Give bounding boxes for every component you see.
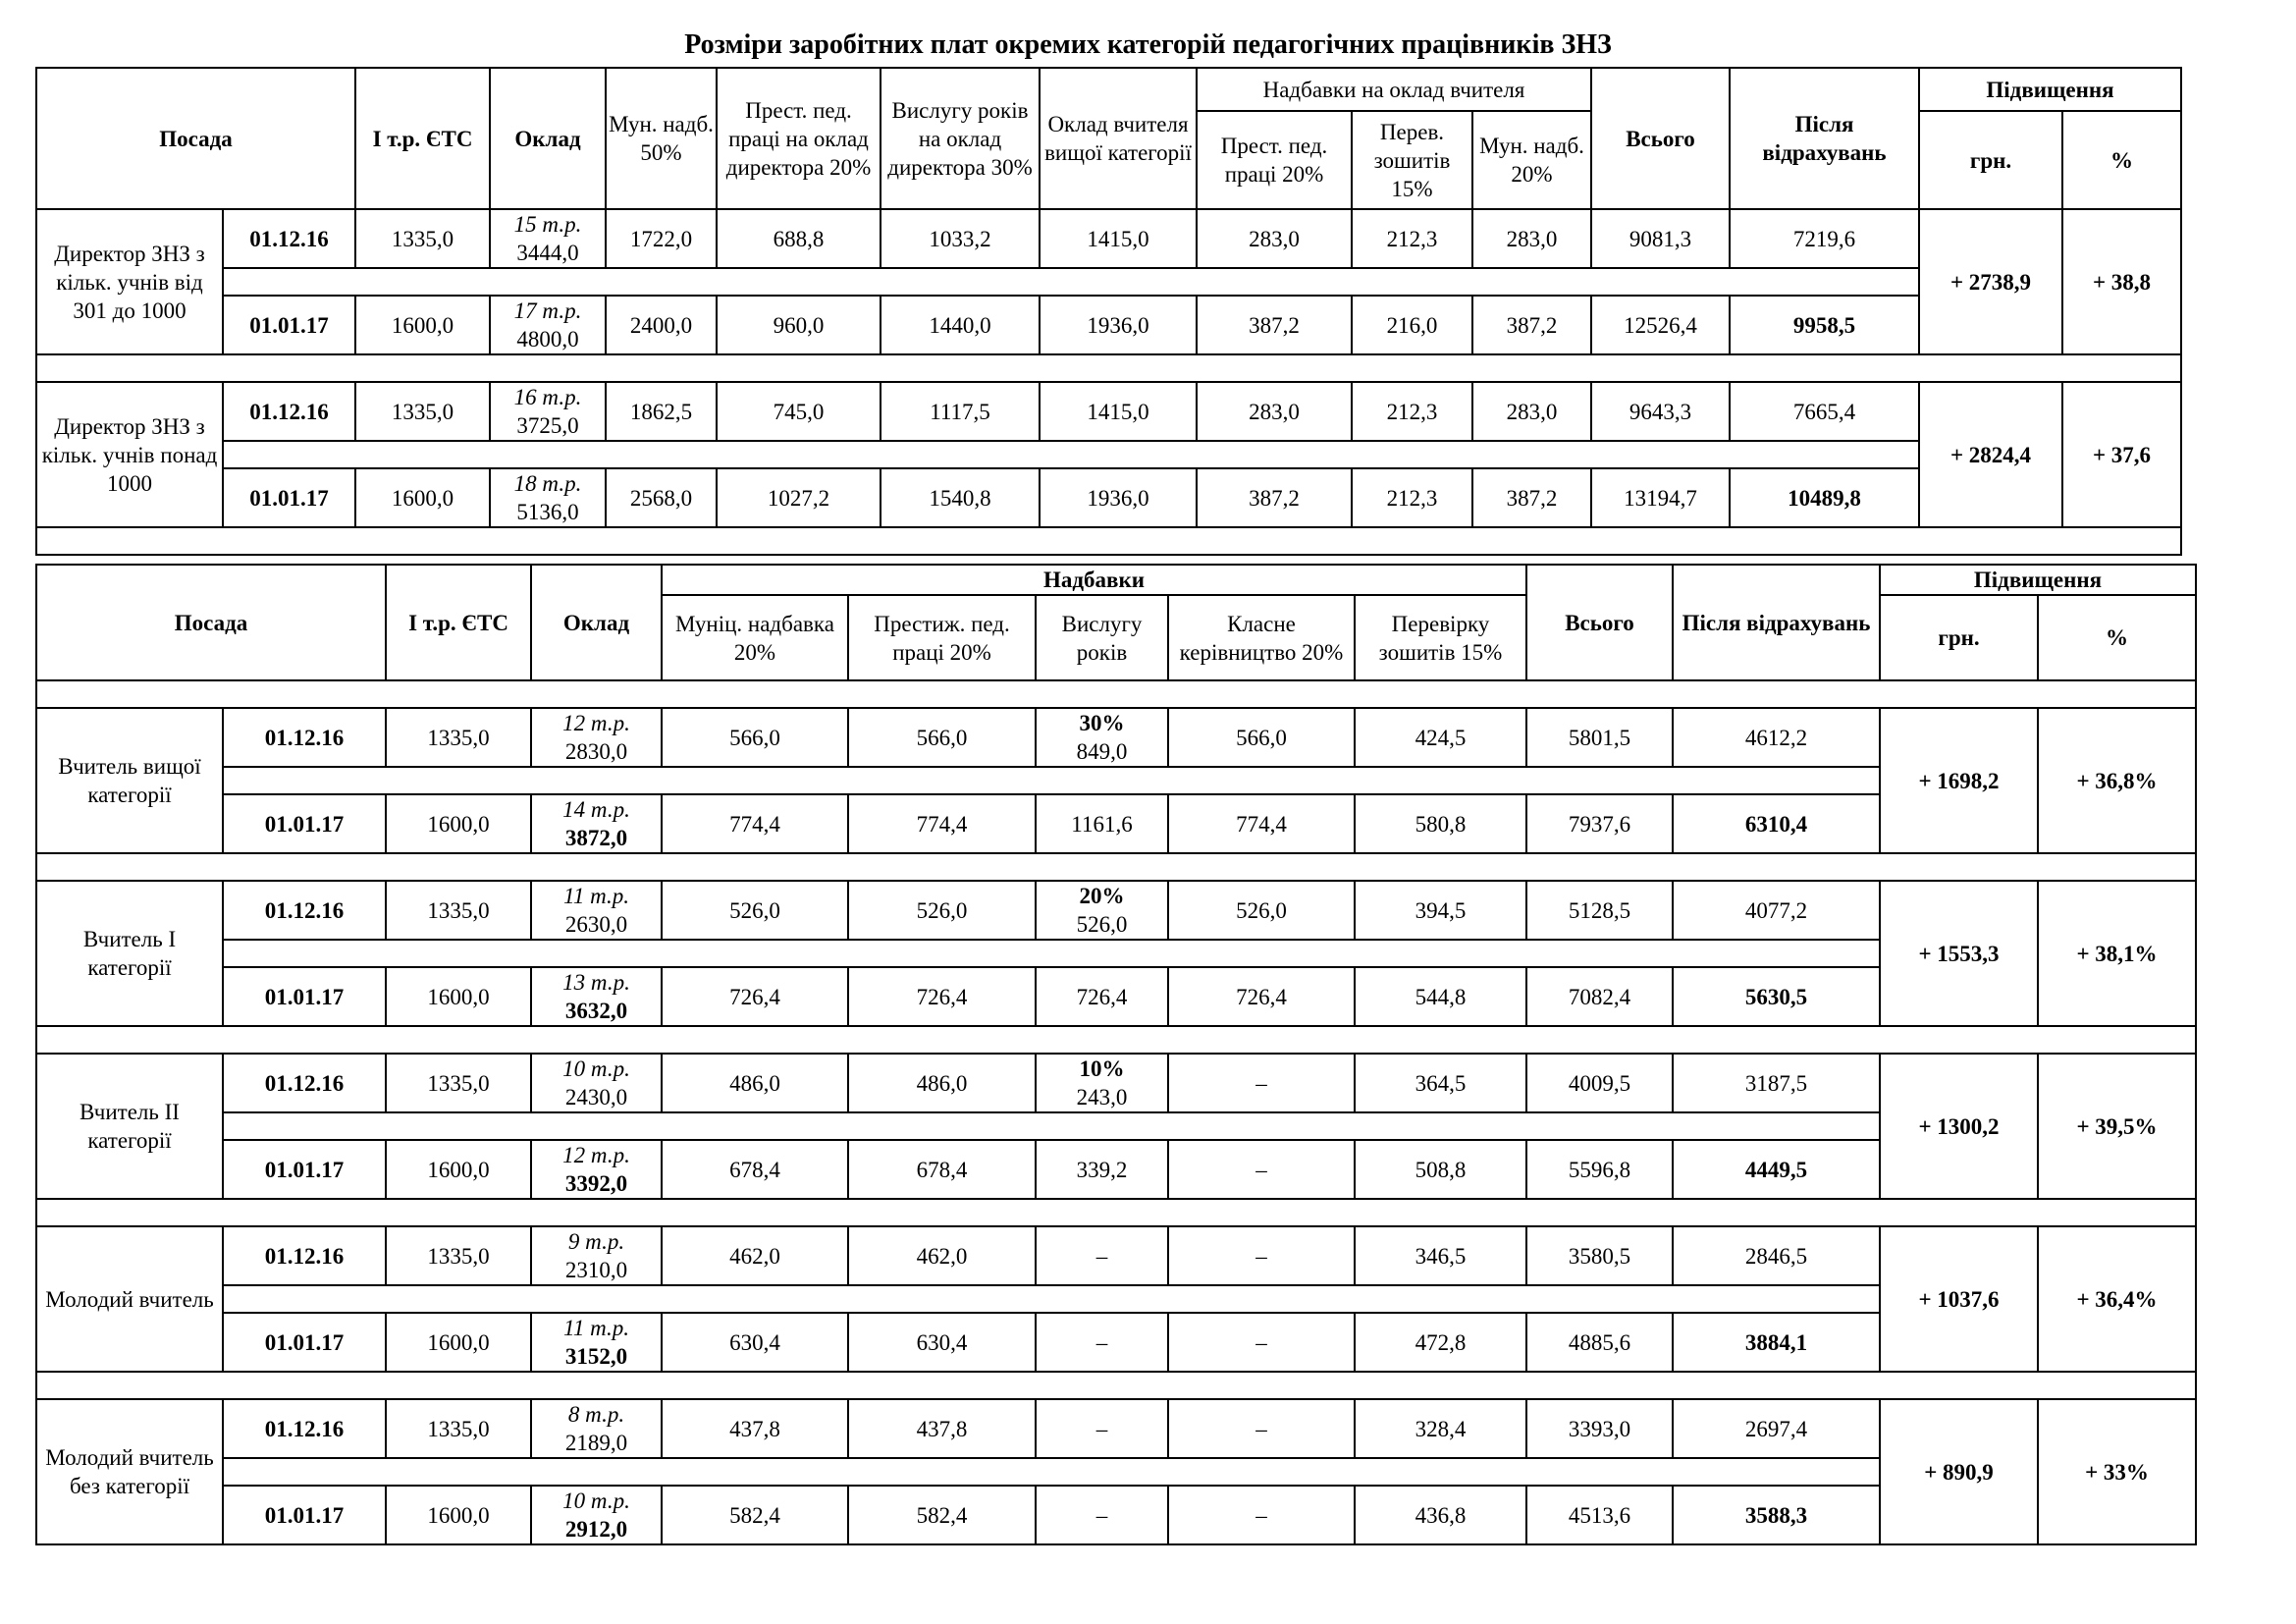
header-prest: Прест. пед. праці на оклад директора 20% bbox=[717, 68, 881, 209]
header-itr-2: І т.р. ЄТС bbox=[386, 565, 531, 680]
increase-grn: + 2738,9 bbox=[1919, 209, 2062, 354]
klasne-cell: – bbox=[1168, 1140, 1355, 1199]
oklad-cell bbox=[531, 1486, 662, 1544]
pislya-cell: 7219,6 bbox=[1730, 209, 1919, 268]
munits-cell: 630,4 bbox=[662, 1313, 848, 1372]
tariff-rank: 10 т.р. bbox=[562, 1056, 630, 1081]
vsogo-cell: 7082,4 bbox=[1526, 967, 1673, 1026]
increase-pct: + 36,4% bbox=[2038, 1226, 2196, 1372]
date-cell: 01.12.16 bbox=[223, 1054, 386, 1112]
header-oklad-vchytelya: Оклад вчителя вищої категорії bbox=[1040, 68, 1197, 209]
pislya-cell: 5630,5 bbox=[1673, 967, 1880, 1026]
table-row bbox=[36, 1486, 2196, 1544]
oklad-cell bbox=[531, 708, 662, 767]
itr-cell: 1600,0 bbox=[386, 1313, 531, 1372]
vyslugu-percent: 30% bbox=[1079, 711, 1125, 735]
vsogo-cell: 13194,7 bbox=[1591, 468, 1730, 527]
spacer-row bbox=[36, 354, 2181, 382]
separator-row bbox=[36, 940, 2196, 967]
table-row bbox=[36, 1226, 2196, 1285]
date-cell: 01.01.17 bbox=[223, 296, 355, 354]
vyslugu-value: – bbox=[1095, 1502, 1108, 1528]
spacer-row bbox=[36, 527, 2181, 555]
oklad-cell bbox=[531, 967, 662, 1026]
munits-cell: 486,0 bbox=[662, 1054, 848, 1112]
tariff-rank: 16 т.р. bbox=[513, 385, 582, 409]
vyslugu-value: 526,0 bbox=[1076, 912, 1128, 937]
position-name: Вчитель вищої категорії bbox=[36, 708, 223, 853]
header-pct-2: % bbox=[2038, 595, 2196, 680]
perevirku-cell: 394,5 bbox=[1355, 881, 1526, 940]
header-oklad-2: Оклад bbox=[531, 565, 662, 680]
prest-cell: 688,8 bbox=[717, 209, 881, 268]
separator-row bbox=[36, 1112, 2196, 1140]
oklad-vch-cell: 1936,0 bbox=[1040, 296, 1197, 354]
klasne-cell: – bbox=[1168, 1313, 1355, 1372]
oklad-value: 2912,0 bbox=[564, 1517, 628, 1542]
header-vsogo-2: Всього bbox=[1526, 565, 1673, 680]
vsogo-cell: 4009,5 bbox=[1526, 1054, 1673, 1112]
oklad-value: 2189,0 bbox=[564, 1431, 628, 1455]
munits-cell: 437,8 bbox=[662, 1399, 848, 1458]
header-pislya-2: Після відрахувань bbox=[1673, 565, 1880, 680]
spacer-cell bbox=[36, 1026, 2196, 1054]
vyslugu-value: 339,2 bbox=[1076, 1157, 1128, 1182]
vsogo-cell: 4513,6 bbox=[1526, 1486, 1673, 1544]
vyslugu-cell: 1117,5 bbox=[881, 382, 1040, 441]
separator-cell bbox=[223, 940, 1880, 967]
table-row bbox=[36, 209, 2181, 268]
klasne-cell: – bbox=[1168, 1054, 1355, 1112]
spacer-cell bbox=[36, 354, 2181, 382]
prest-cell: 1027,2 bbox=[717, 468, 881, 527]
oklad-cell bbox=[531, 1054, 662, 1112]
header-pct: % bbox=[2062, 111, 2181, 209]
vyslugu-cell bbox=[1036, 1486, 1168, 1544]
spacer-cell bbox=[36, 853, 2196, 881]
date-cell: 01.01.17 bbox=[223, 1486, 386, 1544]
munits-cell: 678,4 bbox=[662, 1140, 848, 1199]
oklad-cell bbox=[490, 296, 606, 354]
header-pidvyshchennya-2: Підвищення bbox=[1880, 565, 2196, 595]
munits-cell: 526,0 bbox=[662, 881, 848, 940]
date-cell: 01.12.16 bbox=[223, 1399, 386, 1458]
perevirku-cell: 508,8 bbox=[1355, 1140, 1526, 1199]
header-prestyzh: Престиж. пед. праці 20% bbox=[848, 595, 1036, 680]
tariff-rank: 12 т.р. bbox=[562, 1143, 630, 1167]
klasne-cell: 774,4 bbox=[1168, 794, 1355, 853]
header-prest-vch: Прест. пед. праці 20% bbox=[1197, 111, 1352, 209]
itr-cell: 1600,0 bbox=[386, 1486, 531, 1544]
increase-grn: + 890,9 bbox=[1880, 1399, 2038, 1544]
position-name: Директор ЗНЗ з кільк. учнів від 301 до 1000 bbox=[36, 209, 223, 354]
vyslugu-percent: 10% bbox=[1079, 1056, 1125, 1081]
perev-cell: 216,0 bbox=[1352, 296, 1472, 354]
table-row bbox=[36, 1054, 2196, 1112]
prestyzh-cell: 774,4 bbox=[848, 794, 1036, 853]
table-row bbox=[36, 296, 2181, 354]
separator-row bbox=[36, 441, 2181, 468]
klasne-cell: – bbox=[1168, 1399, 1355, 1458]
directors-salary-table bbox=[35, 67, 2182, 556]
header-perevirku: Перевірку зошитів 15% bbox=[1355, 595, 1526, 680]
vsogo-cell: 9081,3 bbox=[1591, 209, 1730, 268]
prestyzh-cell: 566,0 bbox=[848, 708, 1036, 767]
vsogo-cell: 4885,6 bbox=[1526, 1313, 1673, 1372]
header-grn: грн. bbox=[1919, 111, 2062, 209]
header-mun: Мун. надб. 50% bbox=[606, 68, 717, 209]
perev-cell: 212,3 bbox=[1352, 382, 1472, 441]
perev-cell: 212,3 bbox=[1352, 468, 1472, 527]
increase-pct: + 36,8% bbox=[2038, 708, 2196, 853]
prestyzh-cell: 726,4 bbox=[848, 967, 1036, 1026]
pislya-cell: 6310,4 bbox=[1673, 794, 1880, 853]
date-cell: 01.01.17 bbox=[223, 794, 386, 853]
prestyzh-cell: 486,0 bbox=[848, 1054, 1036, 1112]
klasne-cell: – bbox=[1168, 1486, 1355, 1544]
separator-row bbox=[36, 268, 2181, 296]
perevirku-cell: 364,5 bbox=[1355, 1054, 1526, 1112]
oklad-cell bbox=[531, 1313, 662, 1372]
klasne-cell: 726,4 bbox=[1168, 967, 1355, 1026]
itr-cell: 1600,0 bbox=[386, 1140, 531, 1199]
header-nadbavky: Надбавки bbox=[662, 565, 1526, 595]
itr-cell: 1335,0 bbox=[386, 1226, 531, 1285]
vsogo-cell: 5128,5 bbox=[1526, 881, 1673, 940]
date-cell: 01.12.16 bbox=[223, 708, 386, 767]
date-cell: 01.12.16 bbox=[223, 382, 355, 441]
increase-grn: + 1553,3 bbox=[1880, 881, 2038, 1026]
header-posada: Посада bbox=[36, 68, 355, 209]
table-row bbox=[36, 1140, 2196, 1199]
prest-vch-cell: 283,0 bbox=[1197, 382, 1352, 441]
oklad-value: 3725,0 bbox=[516, 413, 579, 438]
header-oklad: Оклад bbox=[490, 68, 606, 209]
oklad-cell bbox=[490, 209, 606, 268]
perevirku-cell: 346,5 bbox=[1355, 1226, 1526, 1285]
oklad-value: 5136,0 bbox=[516, 500, 579, 524]
date-cell: 01.01.17 bbox=[223, 1140, 386, 1199]
oklad-value: 4800,0 bbox=[516, 327, 579, 352]
vyslugu-value: – bbox=[1095, 1243, 1108, 1269]
header-pidvyshchennya: Підвищення bbox=[1919, 68, 2181, 111]
spacer-cell bbox=[36, 680, 2196, 708]
position-name: Вчитель І категорії bbox=[36, 881, 223, 1026]
tariff-rank: 18 т.р. bbox=[513, 471, 582, 496]
increase-grn: + 1037,6 bbox=[1880, 1226, 2038, 1372]
pislya-cell: 3187,5 bbox=[1673, 1054, 1880, 1112]
pislya-cell: 2697,4 bbox=[1673, 1399, 1880, 1458]
date-cell: 01.01.17 bbox=[223, 1313, 386, 1372]
oklad-cell bbox=[490, 382, 606, 441]
mun-cell: 2400,0 bbox=[606, 296, 717, 354]
position-name: Директор ЗНЗ з кільк. учнів понад 1000 bbox=[36, 382, 223, 527]
klasne-cell: – bbox=[1168, 1226, 1355, 1285]
oklad-value: 3444,0 bbox=[516, 241, 579, 265]
prestyzh-cell: 678,4 bbox=[848, 1140, 1036, 1199]
separator-cell bbox=[223, 767, 1880, 794]
oklad-vch-cell: 1936,0 bbox=[1040, 468, 1197, 527]
spacer-cell bbox=[36, 527, 2181, 555]
vyslugu-cell bbox=[1036, 1140, 1168, 1199]
oklad-vch-cell: 1415,0 bbox=[1040, 209, 1197, 268]
spacer-cell bbox=[36, 1372, 2196, 1399]
spacer-row bbox=[36, 853, 2196, 881]
pislya-cell: 4077,2 bbox=[1673, 881, 1880, 940]
header-klasne: Класне керівництво 20% bbox=[1168, 595, 1355, 680]
header-vyslugu: Вислугу років на оклад директора 30% bbox=[881, 68, 1040, 209]
vsogo-cell: 5596,8 bbox=[1526, 1140, 1673, 1199]
prestyzh-cell: 462,0 bbox=[848, 1226, 1036, 1285]
prestyzh-cell: 437,8 bbox=[848, 1399, 1036, 1458]
teachers-salary-table bbox=[35, 564, 2197, 1545]
spacer-row bbox=[36, 1026, 2196, 1054]
mun-vch-cell: 387,2 bbox=[1472, 296, 1591, 354]
vyslugu-value: 726,4 bbox=[1076, 984, 1128, 1009]
date-cell: 01.01.17 bbox=[223, 468, 355, 527]
spacer-row bbox=[36, 1199, 2196, 1226]
itr-cell: 1335,0 bbox=[386, 881, 531, 940]
header-vyslugu-rokiv: Вислугу років bbox=[1036, 595, 1168, 680]
tariff-rank: 15 т.р. bbox=[513, 212, 582, 237]
vsogo-cell: 9643,3 bbox=[1591, 382, 1730, 441]
separator-row bbox=[36, 1285, 2196, 1313]
mun-cell: 2568,0 bbox=[606, 468, 717, 527]
separator-cell bbox=[223, 1112, 1880, 1140]
increase-pct: + 37,6 bbox=[2062, 382, 2181, 527]
vsogo-cell: 7937,6 bbox=[1526, 794, 1673, 853]
mun-vch-cell: 283,0 bbox=[1472, 209, 1591, 268]
tariff-rank: 11 т.р. bbox=[563, 1316, 629, 1340]
perevirku-cell: 436,8 bbox=[1355, 1486, 1526, 1544]
prestyzh-cell: 526,0 bbox=[848, 881, 1036, 940]
header-munits: Муніц. надбавка 20% bbox=[662, 595, 848, 680]
munits-cell: 726,4 bbox=[662, 967, 848, 1026]
header-vsogo: Всього bbox=[1591, 68, 1730, 209]
prest-vch-cell: 387,2 bbox=[1197, 468, 1352, 527]
klasne-cell: 566,0 bbox=[1168, 708, 1355, 767]
separator-row bbox=[36, 1458, 2196, 1486]
vyslugu-cell bbox=[1036, 1054, 1168, 1112]
date-cell: 01.12.16 bbox=[223, 881, 386, 940]
oklad-cell bbox=[490, 468, 606, 527]
vyslugu-cell: 1033,2 bbox=[881, 209, 1040, 268]
increase-grn: + 1698,2 bbox=[1880, 708, 2038, 853]
itr-cell: 1600,0 bbox=[355, 468, 490, 527]
oklad-cell bbox=[531, 1226, 662, 1285]
increase-grn: + 1300,2 bbox=[1880, 1054, 2038, 1199]
vyslugu-percent: 20% bbox=[1079, 884, 1125, 908]
mun-cell: 1862,5 bbox=[606, 382, 717, 441]
oklad-vch-cell: 1415,0 bbox=[1040, 382, 1197, 441]
perevirku-cell: 472,8 bbox=[1355, 1313, 1526, 1372]
position-name: Молодий вчитель bbox=[36, 1226, 223, 1372]
header-grn-2: грн. bbox=[1880, 595, 2038, 680]
vsogo-cell: 3393,0 bbox=[1526, 1399, 1673, 1458]
tariff-rank: 17 т.р. bbox=[513, 298, 582, 323]
vyslugu-value: 1161,6 bbox=[1071, 811, 1133, 837]
oklad-value: 2830,0 bbox=[564, 739, 628, 764]
klasne-cell: 526,0 bbox=[1168, 881, 1355, 940]
prest-vch-cell: 283,0 bbox=[1197, 209, 1352, 268]
pislya-cell: 4612,2 bbox=[1673, 708, 1880, 767]
separator-cell bbox=[223, 441, 1919, 468]
document-title: Розміри заробітних плат окремих категорій педагогічних працівників ЗНЗ bbox=[684, 29, 1612, 60]
prestyzh-cell: 630,4 bbox=[848, 1313, 1036, 1372]
vyslugu-value: – bbox=[1095, 1329, 1108, 1355]
itr-cell: 1600,0 bbox=[386, 794, 531, 853]
vyslugu-value: 849,0 bbox=[1076, 739, 1128, 764]
prestyzh-cell: 582,4 bbox=[848, 1486, 1036, 1544]
vsogo-cell: 3580,5 bbox=[1526, 1226, 1673, 1285]
tariff-rank: 12 т.р. bbox=[562, 711, 630, 735]
position-name: Молодий вчитель без категорії bbox=[36, 1399, 223, 1544]
perevirku-cell: 544,8 bbox=[1355, 967, 1526, 1026]
increase-pct: + 38,8 bbox=[2062, 209, 2181, 354]
tariff-rank: 10 т.р. bbox=[562, 1489, 630, 1513]
pislya-cell: 4449,5 bbox=[1673, 1140, 1880, 1199]
tariff-rank: 13 т.р. bbox=[562, 970, 630, 995]
position-name: Вчитель ІІ категорії bbox=[36, 1054, 223, 1199]
vyslugu-cell bbox=[1036, 967, 1168, 1026]
date-cell: 01.01.17 bbox=[223, 967, 386, 1026]
vyslugu-cell bbox=[1036, 1313, 1168, 1372]
spacer-row bbox=[36, 1372, 2196, 1399]
munits-cell: 774,4 bbox=[662, 794, 848, 853]
oklad-value: 2310,0 bbox=[564, 1258, 628, 1282]
vyslugu-value: 243,0 bbox=[1076, 1085, 1128, 1110]
mun-vch-cell: 387,2 bbox=[1472, 468, 1591, 527]
vyslugu-cell bbox=[1036, 794, 1168, 853]
oklad-value: 3632,0 bbox=[564, 999, 628, 1023]
pislya-cell: 2846,5 bbox=[1673, 1226, 1880, 1285]
increase-pct: + 39,5% bbox=[2038, 1054, 2196, 1199]
itr-cell: 1335,0 bbox=[355, 382, 490, 441]
vyslugu-cell bbox=[1036, 1226, 1168, 1285]
oklad-cell bbox=[531, 881, 662, 940]
oklad-cell bbox=[531, 794, 662, 853]
tariff-rank: 8 т.р. bbox=[567, 1402, 625, 1427]
perevirku-cell: 424,5 bbox=[1355, 708, 1526, 767]
oklad-value: 3152,0 bbox=[564, 1344, 628, 1369]
pislya-cell: 10489,8 bbox=[1730, 468, 1919, 527]
table-row bbox=[36, 468, 2181, 527]
itr-cell: 1335,0 bbox=[386, 1399, 531, 1458]
pislya-cell: 7665,4 bbox=[1730, 382, 1919, 441]
header-posada-2: Посада bbox=[36, 565, 386, 680]
oklad-value: 3392,0 bbox=[564, 1171, 628, 1196]
tariff-rank: 11 т.р. bbox=[563, 884, 629, 908]
vyslugu-cell bbox=[1036, 1399, 1168, 1458]
increase-pct: + 33% bbox=[2038, 1399, 2196, 1544]
oklad-value: 2430,0 bbox=[564, 1085, 628, 1110]
vyslugu-value: – bbox=[1095, 1416, 1108, 1441]
oklad-cell bbox=[531, 1399, 662, 1458]
pislya-cell: 3588,3 bbox=[1673, 1486, 1880, 1544]
date-cell: 01.12.16 bbox=[223, 209, 355, 268]
increase-grn: + 2824,4 bbox=[1919, 382, 2062, 527]
spacer-cell bbox=[36, 1199, 2196, 1226]
header-mun-vch: Мун. надб. 20% bbox=[1472, 111, 1591, 209]
separator-row bbox=[36, 767, 2196, 794]
itr-cell: 1335,0 bbox=[355, 209, 490, 268]
separator-cell bbox=[223, 1285, 1880, 1313]
table-row bbox=[36, 708, 2196, 767]
table-row bbox=[36, 1399, 2196, 1458]
itr-cell: 1335,0 bbox=[386, 1054, 531, 1112]
perevirku-cell: 328,4 bbox=[1355, 1399, 1526, 1458]
munits-cell: 566,0 bbox=[662, 708, 848, 767]
header-perev: Перев. зошитів 15% bbox=[1352, 111, 1472, 209]
spacer-row bbox=[36, 680, 2196, 708]
date-cell: 01.12.16 bbox=[223, 1226, 386, 1285]
itr-cell: 1600,0 bbox=[386, 967, 531, 1026]
itr-cell: 1335,0 bbox=[386, 708, 531, 767]
tariff-rank: 14 т.р. bbox=[562, 797, 630, 822]
vyslugu-cell: 1440,0 bbox=[881, 296, 1040, 354]
mun-cell: 1722,0 bbox=[606, 209, 717, 268]
header-itr: І т.р. ЄТС bbox=[355, 68, 490, 209]
vyslugu-cell bbox=[1036, 881, 1168, 940]
separator-cell bbox=[223, 268, 1919, 296]
table-row bbox=[36, 794, 2196, 853]
prest-cell: 745,0 bbox=[717, 382, 881, 441]
mun-vch-cell: 283,0 bbox=[1472, 382, 1591, 441]
vyslugu-cell bbox=[1036, 708, 1168, 767]
table-row bbox=[36, 382, 2181, 441]
perevirku-cell: 580,8 bbox=[1355, 794, 1526, 853]
pislya-cell: 9958,5 bbox=[1730, 296, 1919, 354]
increase-pct: + 38,1% bbox=[2038, 881, 2196, 1026]
vyslugu-cell: 1540,8 bbox=[881, 468, 1040, 527]
table-row bbox=[36, 967, 2196, 1026]
header-pislya: Після відрахувань bbox=[1730, 68, 1919, 209]
munits-cell: 582,4 bbox=[662, 1486, 848, 1544]
prest-vch-cell: 387,2 bbox=[1197, 296, 1352, 354]
oklad-value: 2630,0 bbox=[564, 912, 628, 937]
munits-cell: 462,0 bbox=[662, 1226, 848, 1285]
prest-cell: 960,0 bbox=[717, 296, 881, 354]
vsogo-cell: 12526,4 bbox=[1591, 296, 1730, 354]
separator-cell bbox=[223, 1458, 1880, 1486]
table-row bbox=[36, 881, 2196, 940]
oklad-cell bbox=[531, 1140, 662, 1199]
header-nadbavky-vchytelya: Надбавки на оклад вчителя bbox=[1197, 68, 1591, 111]
vsogo-cell: 5801,5 bbox=[1526, 708, 1673, 767]
perev-cell: 212,3 bbox=[1352, 209, 1472, 268]
itr-cell: 1600,0 bbox=[355, 296, 490, 354]
table-row bbox=[36, 1313, 2196, 1372]
pislya-cell: 3884,1 bbox=[1673, 1313, 1880, 1372]
tariff-rank: 9 т.р. bbox=[567, 1229, 625, 1254]
oklad-value: 3872,0 bbox=[564, 826, 628, 850]
